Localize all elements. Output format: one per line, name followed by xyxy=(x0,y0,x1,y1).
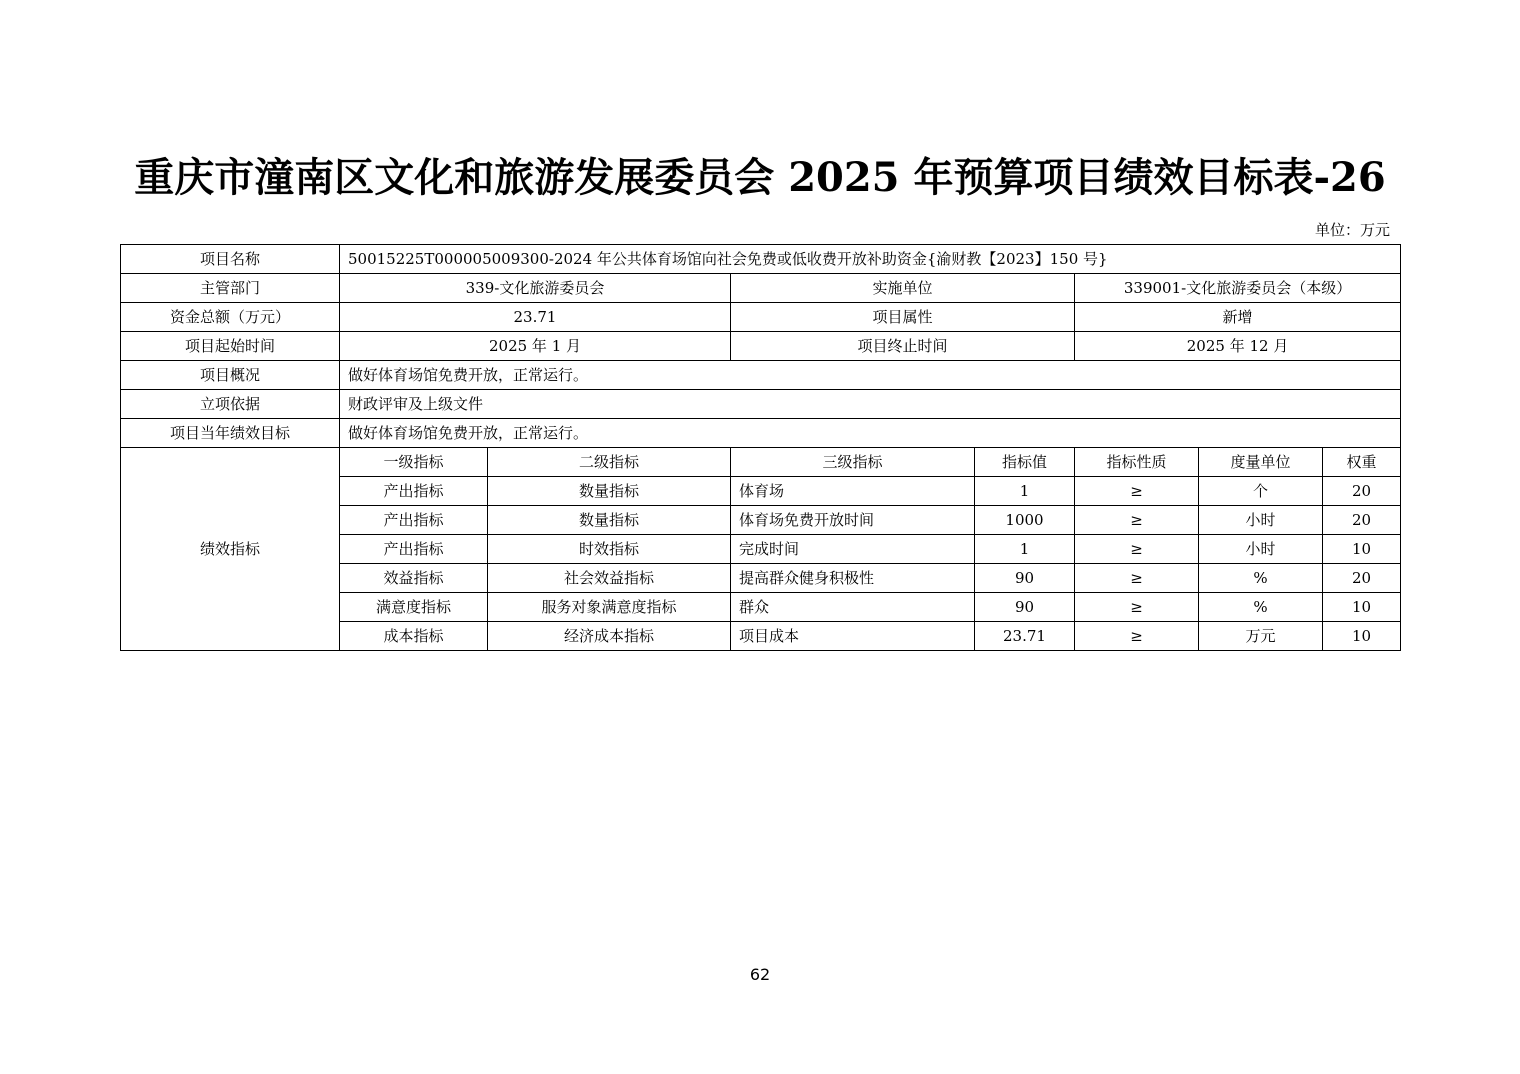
header-level1: 一级指标 xyxy=(340,448,488,477)
nature-cell: ≥ xyxy=(1075,622,1199,651)
nature-cell: ≥ xyxy=(1075,477,1199,506)
row-project-name xyxy=(121,245,1401,274)
unit-cell: 个 xyxy=(1199,477,1323,506)
page-number: 62 xyxy=(749,965,771,984)
indicator-header-row xyxy=(121,448,1401,477)
level2-cell: 数量指标 xyxy=(488,477,731,506)
header-nature: 指标性质 xyxy=(1075,448,1199,477)
level1-cell: 效益指标 xyxy=(340,564,488,593)
unit-cell: 万元 xyxy=(1199,622,1323,651)
unit-label: 单位：万元 xyxy=(1314,221,1390,239)
value-cell: 90 xyxy=(975,593,1075,622)
indicators-section-label: 绩效指标 xyxy=(121,448,340,651)
weight-cell: 20 xyxy=(1323,564,1401,593)
unit-cell: % xyxy=(1199,564,1323,593)
level2-cell: 数量指标 xyxy=(488,506,731,535)
level2-cell: 时效指标 xyxy=(488,535,731,564)
level1-cell: 产出指标 xyxy=(340,535,488,564)
dept-label: 主管部门 xyxy=(121,274,340,303)
weight-cell: 20 xyxy=(1323,477,1401,506)
header-unit: 度量单位 xyxy=(1199,448,1323,477)
overview-value: 做好体育场馆免费开放，正常运行。 xyxy=(340,361,1401,390)
impl-value: 339001-文化旅游委员会（本级） xyxy=(1075,274,1401,303)
row-basis xyxy=(121,390,1401,419)
basis-label: 立项依据 xyxy=(121,390,340,419)
project-name-value: 50015225T000005009300-2024 年公共体育场馆向社会免费或低收费开放补助资金{渝财教【2023】150 号} xyxy=(340,245,1401,274)
header-level3: 三级指标 xyxy=(731,448,975,477)
start-label: 项目起始时间 xyxy=(121,332,340,361)
nature-cell: ≥ xyxy=(1075,564,1199,593)
weight-cell: 10 xyxy=(1323,535,1401,564)
level2-cell: 服务对象满意度指标 xyxy=(488,593,731,622)
weight-cell: 10 xyxy=(1323,622,1401,651)
level3-cell: 体育场 xyxy=(731,477,975,506)
nature-cell: ≥ xyxy=(1075,535,1199,564)
start-value: 2025 年 1 月 xyxy=(340,332,731,361)
value-cell: 1 xyxy=(975,477,1075,506)
level3-cell: 项目成本 xyxy=(731,622,975,651)
row-overview xyxy=(121,361,1401,390)
row-goal xyxy=(121,419,1401,448)
end-label: 项目终止时间 xyxy=(731,332,1075,361)
value-cell: 1000 xyxy=(975,506,1075,535)
attr-value: 新增 xyxy=(1075,303,1401,332)
level2-cell: 社会效益指标 xyxy=(488,564,731,593)
fund-label: 资金总额（万元） xyxy=(121,303,340,332)
unit-cell: % xyxy=(1199,593,1323,622)
level3-cell: 完成时间 xyxy=(731,535,975,564)
weight-cell: 10 xyxy=(1323,593,1401,622)
weight-cell: 20 xyxy=(1323,506,1401,535)
unit-cell: 小时 xyxy=(1199,506,1323,535)
row-dept xyxy=(121,274,1401,303)
level3-cell: 体育场免费开放时间 xyxy=(731,506,975,535)
value-cell: 1 xyxy=(975,535,1075,564)
end-value: 2025 年 12 月 xyxy=(1075,332,1401,361)
nature-cell: ≥ xyxy=(1075,593,1199,622)
unit-cell: 小时 xyxy=(1199,535,1323,564)
level1-cell: 产出指标 xyxy=(340,477,488,506)
level1-cell: 满意度指标 xyxy=(340,593,488,622)
fund-value: 23.71 xyxy=(340,303,731,332)
attr-label: 项目属性 xyxy=(731,303,1075,332)
goal-value: 做好体育场馆免费开放，正常运行。 xyxy=(340,419,1401,448)
nature-cell: ≥ xyxy=(1075,506,1199,535)
level2-cell: 经济成本指标 xyxy=(488,622,731,651)
level3-cell: 提高群众健身积极性 xyxy=(731,564,975,593)
header-level2: 二级指标 xyxy=(488,448,731,477)
row-time xyxy=(121,332,1401,361)
header-weight: 权重 xyxy=(1323,448,1401,477)
header-value: 指标值 xyxy=(975,448,1075,477)
project-name-label: 项目名称 xyxy=(121,245,340,274)
value-cell: 23.71 xyxy=(975,622,1075,651)
impl-label: 实施单位 xyxy=(731,274,1075,303)
level3-cell: 群众 xyxy=(731,593,975,622)
performance-table xyxy=(120,244,1401,651)
level1-cell: 成本指标 xyxy=(340,622,488,651)
row-fund xyxy=(121,303,1401,332)
page-title: 重庆市潼南区文化和旅游发展委员会 2025 年预算项目绩效目标表-26 xyxy=(134,154,1386,201)
dept-value: 339-文化旅游委员会 xyxy=(340,274,731,303)
basis-value: 财政评审及上级文件 xyxy=(340,390,1401,419)
overview-label: 项目概况 xyxy=(121,361,340,390)
goal-label: 项目当年绩效目标 xyxy=(121,419,340,448)
level1-cell: 产出指标 xyxy=(340,506,488,535)
value-cell: 90 xyxy=(975,564,1075,593)
